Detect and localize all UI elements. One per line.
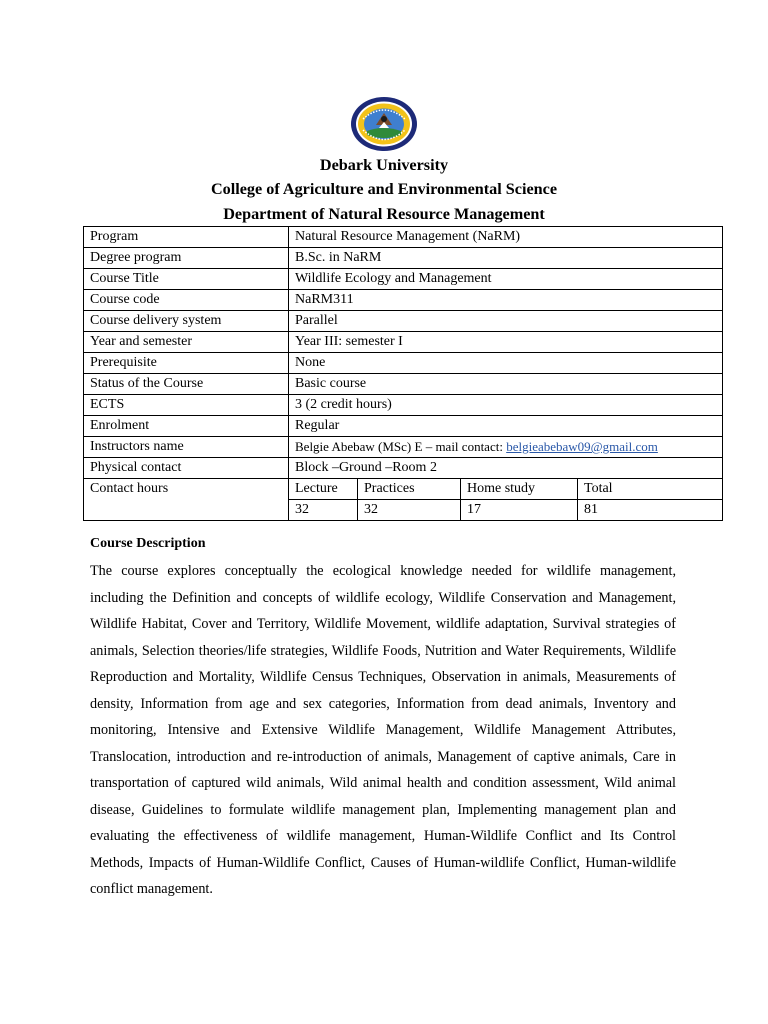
course-description-text: The course explores conceptually the ecological knowledge needed for wildlife management, including the Definition and concepts of wildlife ecology, Wildlife Conservation and Management, Wildlife Habitat, Cover and Territory, Wildlife Movement, wildlife adaptation, Survival strategies of animals, Selection theories/life strategies, Wildlife Foods, Nutrition and Water Requirements, Wildlife Reproduction and Mortality, Wildlife Census Techniques, Observation in animals, Measurements of density, Information from age and sex categories, Information from dead animals, Inventory and monitoring, Intensive and Extensive Wildlife Management, Wildlife Management Attributes, Translocation, introduction and re-introduction of animals, Management of captive animals, Care in transportation of captured wild animals, Wild animal health and condition assessment, Wild animal disease, Guidelines to formulate wildlife management plan, Implementing management plan and evaluating the effectiveness of wildlife management, Human-Wildlife Conflict and Its Control Methods, Impacts of Human-Wildlife Conflict, Causes of Human-wildlife Conflict, Human-wildlife conflict management. [90, 563, 676, 897]
row-label: Year and semester [84, 332, 289, 353]
table-row [84, 290, 723, 311]
row-label: Course Title [84, 269, 289, 290]
table-row [84, 353, 723, 374]
row-value: Natural Resource Management (NaRM) [289, 227, 723, 248]
row-value: Wildlife Ecology and Management [289, 269, 723, 290]
row-label: Course delivery system [84, 311, 289, 332]
table-row [84, 269, 723, 290]
contact-hours-header-row [289, 479, 722, 500]
table-row [84, 311, 723, 332]
row-value: Basic course [289, 374, 723, 395]
table-row [84, 374, 723, 395]
row-label: ECTS [84, 395, 289, 416]
row-label: Program [84, 227, 289, 248]
instructor-text: Belgie Abebaw (MSc) E – mail contact: [295, 439, 507, 454]
table-row [84, 437, 723, 458]
row-label: Prerequisite [84, 353, 289, 374]
home-study-hours: 17 [461, 500, 578, 521]
row-value: Regular [289, 416, 723, 437]
course-description-title: Course Description [90, 536, 206, 551]
course-info-table [83, 226, 723, 521]
table-row [84, 227, 723, 248]
table-row [84, 416, 723, 437]
row-label: Degree program [84, 248, 289, 269]
table-row [84, 248, 723, 269]
row-label: Enrolment [84, 416, 289, 437]
practices-header: Practices [358, 479, 461, 500]
physical-contact-label: Physical contact [84, 458, 289, 479]
contact-hours-cell [289, 479, 723, 521]
instructor-value [289, 437, 723, 458]
row-value: None [289, 353, 723, 374]
row-label: Status of the Course [84, 374, 289, 395]
instructor-email-link[interactable]: belgieabebaw09@gmail.com [506, 439, 658, 454]
lecture-header: Lecture [289, 479, 358, 500]
instructor-label: Instructors name [84, 437, 289, 458]
university-seal-icon [349, 95, 419, 153]
row-label: Course code [84, 290, 289, 311]
university-name: Debark University [319, 156, 449, 174]
lecture-hours: 32 [295, 502, 309, 517]
physical-contact-value: Block –Ground –Room 2 [289, 458, 723, 479]
table-row [84, 479, 723, 521]
department-name: Department of Natural Resource Management [223, 205, 545, 223]
practices-hours: 32 [358, 500, 461, 521]
row-value: 3 (2 credit hours) [289, 395, 723, 416]
table-row [84, 332, 723, 353]
home-study-header: Home study [461, 479, 578, 500]
college-name: College of Agriculture and Environmental Science [210, 180, 558, 198]
table-row [84, 395, 723, 416]
contact-hours-value-row [289, 500, 722, 521]
row-value: B.Sc. in NaRM [289, 248, 723, 269]
total-header: Total [578, 479, 723, 500]
table-row [84, 458, 723, 479]
row-value: Parallel [289, 311, 723, 332]
row-value: NaRM311 [289, 290, 723, 311]
contact-hours-table [289, 479, 722, 520]
total-hours: 81 [578, 500, 723, 521]
row-value: Year III: semester I [289, 332, 723, 353]
contact-hours-label: Contact hours [84, 479, 289, 521]
